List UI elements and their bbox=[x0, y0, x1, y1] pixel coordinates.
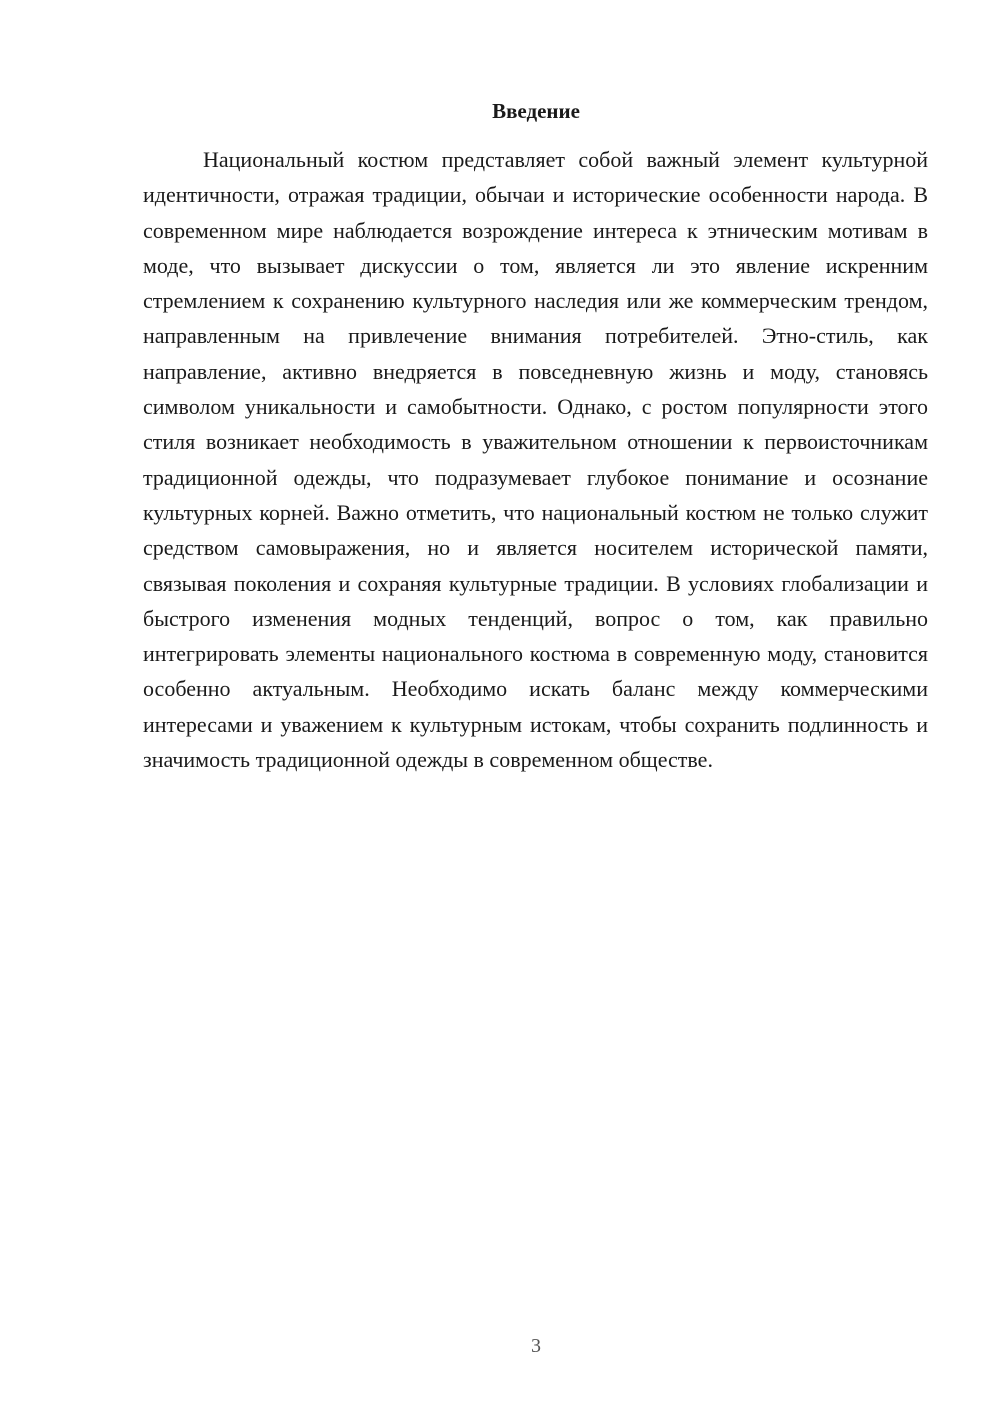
section-heading: Введение bbox=[492, 99, 580, 123]
page-number: 3 bbox=[531, 1335, 541, 1357]
body-paragraph: Национальный костюм представляет собой важный элемент культурной идентичности, отражая традиции, обычаи и исторические особенности народа. В современном мире наблюдается возрождение интереса к этническим мотивам в моде, что вызывает дискуссии о том, является ли это явление искренним стремлением к сохранению культурного наследия или же коммерческим трендом, направленным на привлечение внимания потребителей. Этно-стиль, как направление, активно внедряется в повседневную жизнь и моду, становясь символом уникальности и самобытности. Однако, с ростом популярности этого стиля возникает необходимость в уважительном отношении к первоисточникам традиционной одежды, что подразумевает глубокое понимание и осознание культурных корней. Важно отметить, что национальный костюм не только служит средством самовыражения, но и является носителем исторической памяти, связывая поколения и сохраняя культурные традиции. В условиях глобализации и быстрого изменения модных тенденций, вопрос о том, как правильно интегрировать элементы национального костюма в современную моду, становится особенно актуальным. Необходимо искать баланс между коммерческими интересами и уважением к культурным истокам, чтобы сохранить подлинность и значимость традиционной одежды в современном обществе. bbox=[143, 147, 928, 773]
